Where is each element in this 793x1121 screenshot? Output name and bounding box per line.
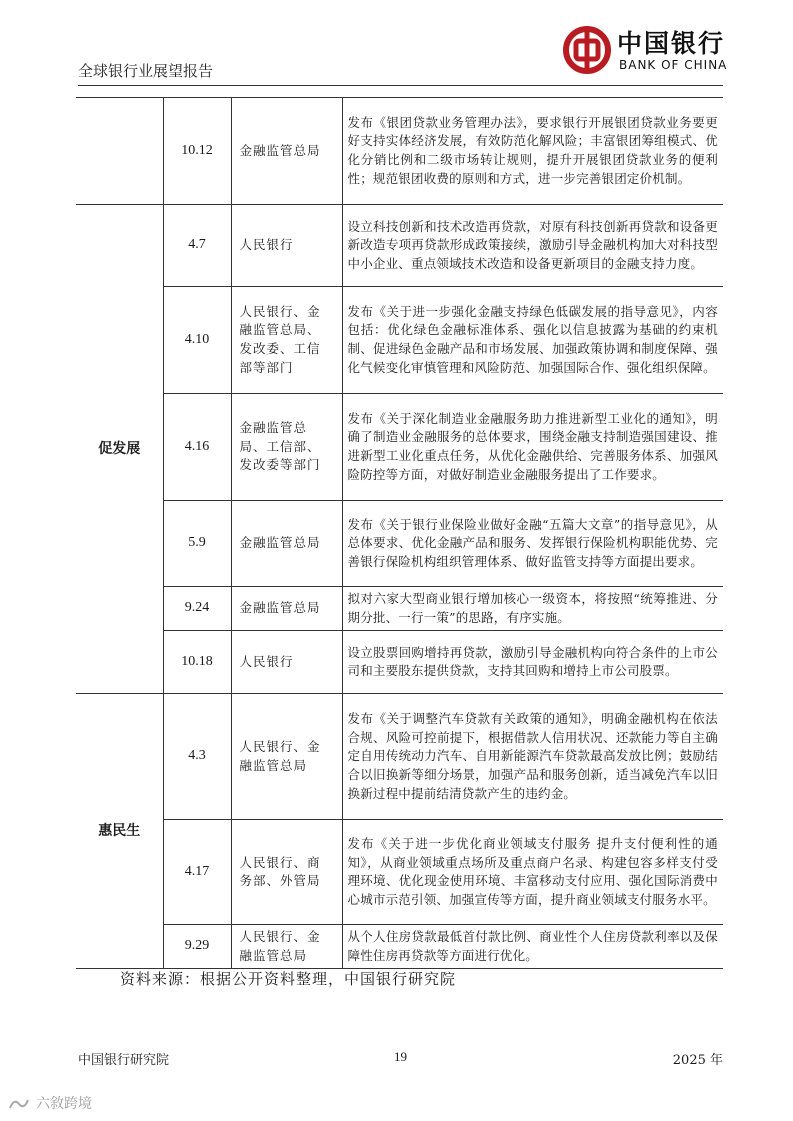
header-divider xyxy=(78,85,723,86)
content-cell: 发布《关于进一步强化金融支持绿色低碳发展的指导意见》，内容包括：优化绿色金融标准体系、强化以信息披露为基础的约束机制、促进绿色金融产品和市场发展、加强政策协调和制度保障、强化气候变化审慎管理和风险防范、加强国际合作、强化组织保障。 xyxy=(342,287,723,394)
logo-chinese-name: 中国银行 xyxy=(617,29,726,58)
date-cell: 4.17 xyxy=(163,820,231,925)
table-row xyxy=(76,98,723,205)
content-cell: 拟对六家大型商业银行增加核心一级资本，将按照“统筹推进、分期分批、一行一策”的思路，有序实施。 xyxy=(342,587,723,631)
content-cell: 发布《银团贷款业务管理办法》，要求银行开展银团贷款业务要更好支持实体经济发展，有效防范化解风险；丰富银团筹组模式、优化分销比例和二级市场转让规则，提升开展银团贷款业务的便利性；规范银团收费的原则和方式，进一步完善银团定价机制。 xyxy=(342,98,723,205)
category-cell-continued xyxy=(76,98,163,205)
content-cell: 从个人住房贷款最低首付款比例、商业性个人住房贷款利率以及保障性住房再贷款等方面进行优化。 xyxy=(342,925,723,969)
date-cell: 9.29 xyxy=(163,925,231,969)
date-cell: 9.24 xyxy=(163,587,231,631)
institution-cell: 人民银行 xyxy=(231,205,342,287)
logo-english-name: BANK OF CHINA xyxy=(619,58,728,72)
watermark xyxy=(8,1093,92,1113)
watermark-text: 六敘跨境 xyxy=(36,1096,92,1112)
institution-cell: 人民银行、金融监管总局 xyxy=(231,925,342,969)
institution-cell: 人民银行、金融监管总局、发改委、工信部等部门 xyxy=(231,287,342,394)
table-row xyxy=(76,587,723,631)
institution-cell: 金融监管总局 xyxy=(231,501,342,587)
date-cell: 4.7 xyxy=(163,205,231,287)
institution-cell: 人民银行 xyxy=(231,631,342,694)
content-cell: 发布《关于深化制造业金融服务助力推进新型工业化的通知》，明确了制造业金融服务的总体要求，围绕金融支持制造强国建设、推进新型工业化重点任务，从优化金融供给、完善服务体系、加强风险防控等方面，对做好制造业金融服务提出了工作要求。 xyxy=(342,394,723,501)
footer-year: 2025 年 xyxy=(672,1053,723,1068)
institution-cell: 金融监管总局 xyxy=(231,98,342,205)
date-cell: 5.9 xyxy=(163,501,231,587)
institution-cell: 人民银行、金融监管总局 xyxy=(231,694,342,820)
table-row xyxy=(76,287,723,394)
table-row xyxy=(76,394,723,501)
content-cell: 设立科技创新和技术改造再贷款，对原有科技创新再贷款和设备更新改造专项再贷款形成政策接续，激励引导金融机构加大对科技型中小企业、重点领域技术改造和设备更新项目的金融支持力度。 xyxy=(342,205,723,287)
date-cell: 4.16 xyxy=(163,394,231,501)
content-cell: 发布《关于进一步优化商业领域支付服务 提升支付便利性的通知》，从商业领域重点场所及重点商户名录、构建包容多样支付受理环境、优化现金使用环境、丰富移动支付应用、强化国际消费中心城市示范引领、加强宣传等方面，提升商业领域支付服务水平。 xyxy=(342,820,723,925)
content-cell: 设立股票回购增持再贷款，激励引导金融机构向符合条件的上市公司和主要股东提供贷款，支持其回购和增持上市公司股票。 xyxy=(342,631,723,694)
category-cell: 促发展 xyxy=(76,205,163,694)
category-cell: 惠民生 xyxy=(76,694,163,969)
date-cell: 4.3 xyxy=(163,694,231,820)
table-row xyxy=(76,205,723,287)
institution-cell: 人民银行、商务部、外管局 xyxy=(231,820,342,925)
policy-table xyxy=(76,97,723,969)
table-row xyxy=(76,501,723,587)
report-title: 全球银行业展望报告 xyxy=(78,62,214,80)
source-note: 资料来源：根据公开资料整理，中国银行研究院 xyxy=(120,970,457,988)
institution-cell: 金融监管总局、工信部、发改委等部门 xyxy=(231,394,342,501)
page-header xyxy=(78,0,728,88)
table-row xyxy=(76,925,723,969)
date-cell: 10.12 xyxy=(163,98,231,205)
page-footer xyxy=(78,1049,723,1069)
content-cell: 发布《关于调整汽车贷款有关政策的通知》，明确金融机构在依法合规、风险可控前提下，根据借款人信用状况、还款能力等自主确定自用传统动力汽车、自用新能源汽车贷款最高发放比例；鼓励结合以旧换新等细分场景，加强产品和服务创新，适当减免汽车以旧换新过程中提前结清贷款产生的违约金。 xyxy=(342,694,723,820)
date-cell: 10.18 xyxy=(163,631,231,694)
page-number: 19 xyxy=(394,1049,407,1064)
content-cell: 发布《关于银行业保险业做好金融“五篇大文章”的指导意见》，从总体要求、优化金融产品和服务、发挥银行保险机构职能优势、完善银行保险机构组织管理体系、做好监管支持等方面提出要求。 xyxy=(342,501,723,587)
bank-logo xyxy=(563,20,728,82)
institution-cell: 金融监管总局 xyxy=(231,587,342,631)
table-row xyxy=(76,820,723,925)
date-cell: 4.10 xyxy=(163,287,231,394)
table-row xyxy=(76,694,723,820)
footer-institute: 中国银行研究院 xyxy=(78,1053,170,1068)
watermark-logo-icon xyxy=(8,1096,30,1112)
bank-of-china-emblem-icon xyxy=(563,26,611,74)
table-row xyxy=(76,631,723,694)
